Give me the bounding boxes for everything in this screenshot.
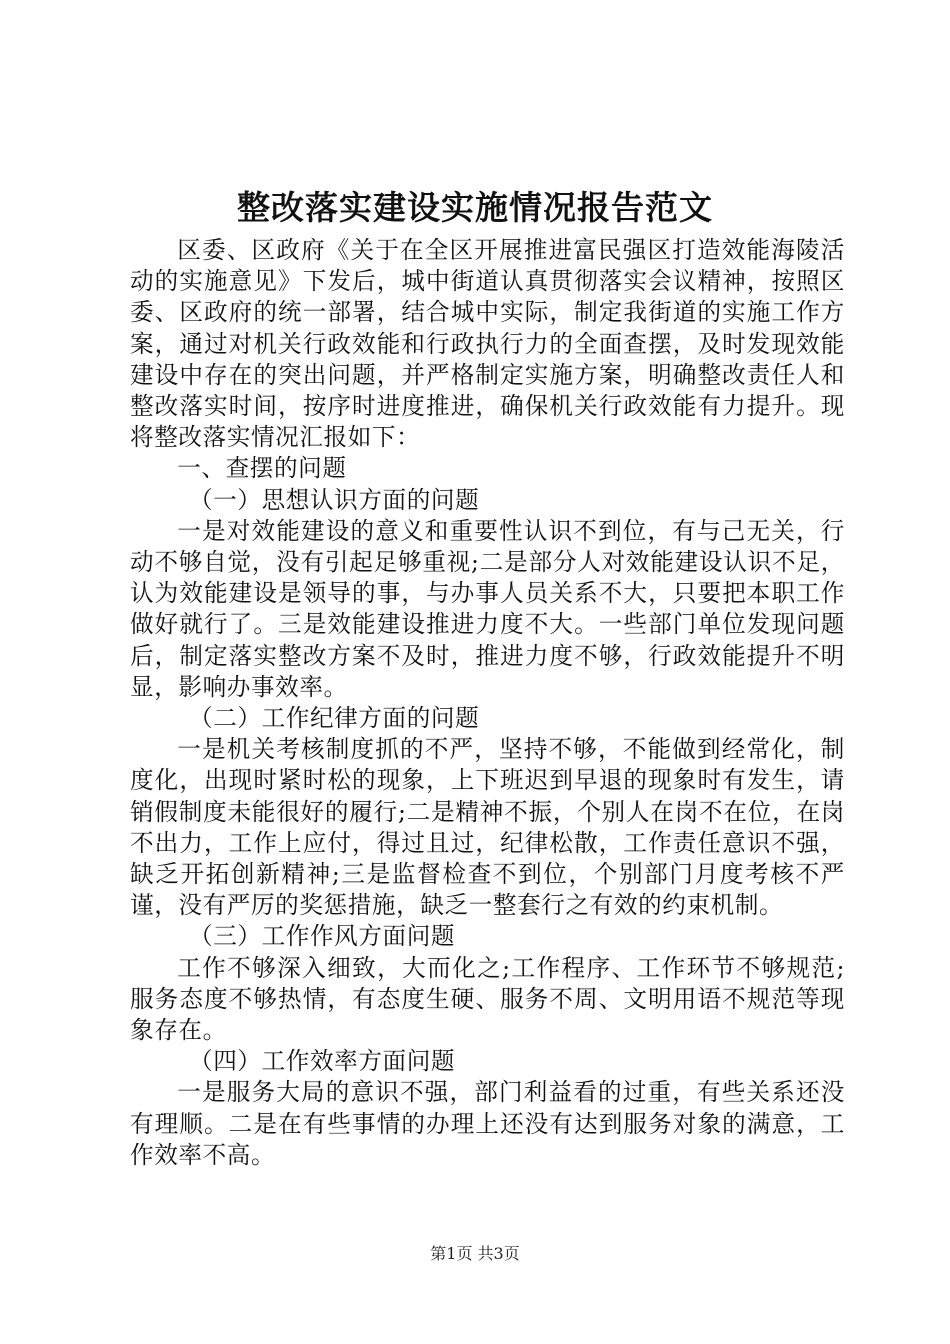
page-footer: 第1页 共3页 <box>430 1244 520 1263</box>
document-body <box>130 235 845 1171</box>
section-heading-problems: 一、查摆的问题 <box>177 454 347 483</box>
document-title: 整改落实建设实施情况报告范文 <box>237 188 713 227</box>
subsection-heading-efficiency: （四）工作效率方面问题 <box>189 1047 456 1076</box>
style-paragraph: 工作不够深入细致，大而化之;工作程序、工作环节不够规范;服务态度不够热情，有态度生硬、服务不周、文明用语不规范等现象存在。 <box>130 953 845 1045</box>
intro-paragraph: 区委、区政府《关于在全区开展推进富民强区打造效能海陵活动的实施意见》下发后，城中街道认真贯彻落实会议精神，按照区委、区政府的统一部署，结合城中实际，制定我街道的实施工作方案，通过对机关行政效能和行政执行力的全面查摆，及时发现效能建设中存在的突出问题，并严格制定实施方案，明确整改责任人和整改落实时间，按序时进度推进，确保机关行政效能有力提升。现将整改落实情况汇报如下： <box>130 236 845 452</box>
efficiency-paragraph: 一是服务大局的意识不强，部门利益看的过重，有些关系还没有理顺。二是在有些事情的办理上还没有达到服务对象的满意，工作效率不高。 <box>130 1078 845 1169</box>
subsection-heading-discipline: （二）工作纪律方面的问题 <box>189 704 480 733</box>
thinking-paragraph: 一是对效能建设的意义和重要性认识不到位，有与己无关，行动不够自觉，没有引起足够重视;二是部分人对效能建设认识不足，认为效能建设是领导的事，与办事人员关系不大，只要把本职工作做好就行了。三是效能建设推进力度不大。一些部门单位发现问题后，制定落实整改方案不及时，推进力度不够，行政效能提升不明显，影响办事效率。 <box>130 516 845 701</box>
subsection-heading-thinking: （一）思想认识方面的问题 <box>189 485 480 514</box>
subsection-heading-style: （三）工作作风方面问题 <box>189 922 456 951</box>
discipline-paragraph: 一是机关考核制度抓的不严，坚持不够，不能做到经常化，制度化，出现时紧时松的现象，上下班迟到早退的现象时有发生，请销假制度未能很好的履行;二是精神不振，个别人在岗不在位，在岗不出力，工作上应付，得过且过，纪律松散，工作责任意识不强，缺乏开拓创新精神;三是监督检查不到位，个别部门月度考核不严谨，没有严厉的奖惩措施，缺乏一整套行之有效的约束机制。 <box>130 735 845 920</box>
